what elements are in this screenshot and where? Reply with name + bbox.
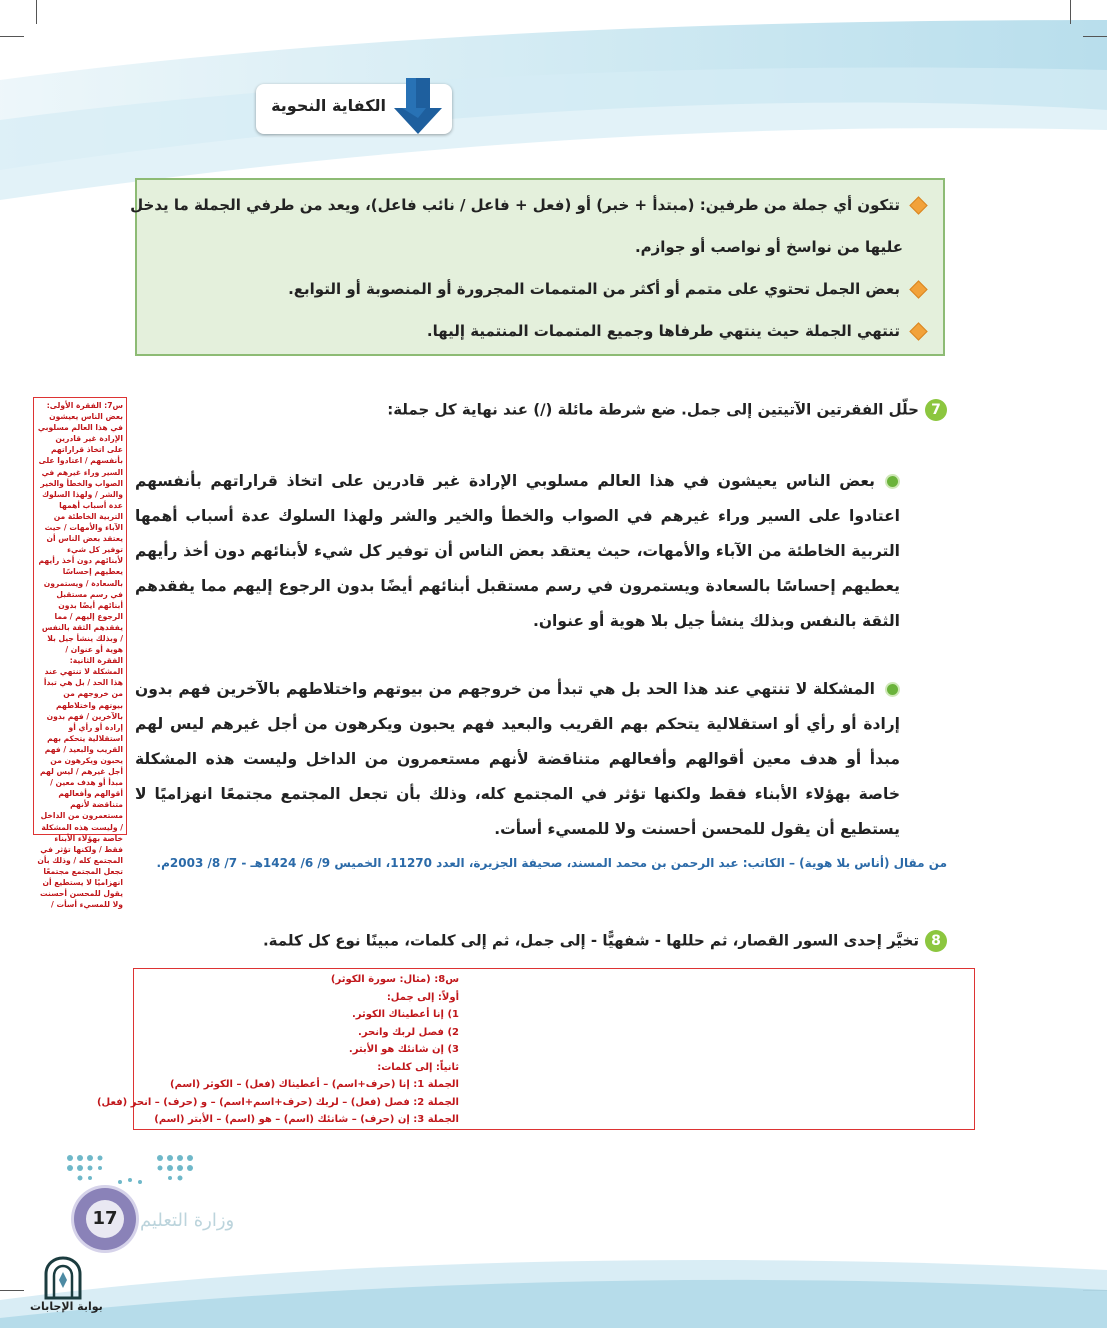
section-title-tab	[256, 84, 452, 134]
grammar-rules-box	[130, 178, 945, 356]
answer-line: 3) إن شانئك هو الأبتر.	[348, 1044, 459, 1055]
rule-item-continuation: عليها من نواسخ أو نواصب أو جوازم.	[634, 238, 903, 256]
answers-portal-logo-icon	[40, 1256, 86, 1300]
answer-text: بعض الناس يعيشون في هذا العالم مسلوبي الإرادة غير قادرين على اتخاذ قراراتهم بأنفسهم / اعتادوا على السير وراء غيرهم في الصواب والخطأ والخير والشر / ولهذا السلوك عدة أسباب أهمها التربية الخاطئة من الآباء والأمهات / حيث يعتقد بعض الناس أن توفير كل شيء لأبنائهم دون أخذ رأيهم يعطيهم إحساسًا بالسعادة / ويستمرون في رسم مستقبل أبنائهم أيضًا بدون الرجوع إليهم / مما يفقدهم الثقة بالنفس / وبذلك ينشأ جيل بلا هوية أو عنوان /	[37, 412, 123, 655]
question-7-prompt: 7حلّل الفقرتين الآتيتين إلى جمل. ضع شرطة مائلة (/) عند نهاية كل جملة:	[387, 399, 947, 421]
rule-item: تتكون أي جملة من طرفين: (مبتدأ + خبر) أو (فعل + فاعل / نائب فاعل)، ويعد من طرفي الجملة ما يدخل	[130, 196, 925, 214]
ministry-name: وزارة التعليم	[140, 1210, 235, 1231]
page-number: 17	[86, 1200, 124, 1238]
page-number-badge	[74, 1188, 136, 1250]
question-7-paragraph-2: المشكلة لا تنتهي عند هذا الحد بل هي تبدأ من خروجهم من بيوتهم واختلاطهم بالآخرين فهم بدون إرادة أو رأي أو استقلالية يتحكم بهم القريب والبعيد فهم يحبون ويكرهون من أجل غيرهم ليس لهم مبدأ أو هدف معين أقوالهم وأفعالهم متناقضة لأنهم مستعمرون من الداخل وليست هذه المشكلة خاصة بهؤلاء الأبناء فقط ولكنها تؤثر في المجتمع كله، وذلك بأن تجعل المجتمع مجتمعًا انهزاميًا لا يستطيع أن يقول للمحسن أحسنت ولا للمسيء أسأت.	[135, 680, 900, 838]
question-number-badge: 7	[925, 399, 947, 421]
article-source-citation: من مقال (أناس بلا هوية) – الكاتب: عبد الرحمن بن محمد المسند، صحيفة الجزيرة، العدد 11270، الخميس 9/ 6/ 1424هـ - 7/ 8/ 2003م.	[156, 856, 947, 870]
answer-line: الجملة 3: إن (حرف) – شانئك (اسم) – هو (اسم) – الأبتر (اسم)	[154, 1114, 459, 1125]
answer-line: ثانياً: إلى كلمات:	[377, 1061, 459, 1073]
answer-heading: الفقرة الثانية:	[69, 656, 123, 666]
question-7-paragraph-1: بعض الناس يعيشون في هذا العالم مسلوبي الإرادة غير قادرين على اتخاذ قراراتهم بأنفسهم اعتادوا على السير وراء غيرهم في الصواب والخطأ والخير والشر ولهذا السلوك عدة أسباب أهمها التربية الخاطئة من الآباء والأمهات، حيث يعتقد بعض الناس أن توفير كل شيء لأبنائهم دون أخذ رأيهم يعطيهم إحساسًا بالسعادة ويستمرون في رسم مستقبل أبنائهم أيضًا بدون الرجوع إليهم مما يفقدهم الثقة بالنفس وبذلك ينشأ جيل بلا هوية أو عنوان.	[135, 472, 900, 630]
answer-line: 2) فصل لربك وانحر.	[358, 1026, 459, 1038]
answers-portal-label: بوابة الإجابات	[30, 1300, 103, 1313]
diamond-bullet-icon	[909, 322, 927, 340]
question-8-prompt: 8تخيَّر إحدى السور القصار، ثم حللها - شفهيًّا - إلى جمل، ثم إلى كلمات، مبينًا نوع كل كلمة.	[263, 930, 947, 952]
crop-mark	[1083, 36, 1107, 37]
rule-item: بعض الجمل تحتوي على متمم أو أكثر من المتممات المجرورة أو المنصوبة أو التوابع.	[288, 280, 925, 298]
crop-mark	[36, 0, 37, 24]
answer-heading: س7: الفقرة الأولى:	[46, 401, 123, 410]
diamond-bullet-icon	[909, 196, 927, 214]
question-7-answer-box	[33, 397, 127, 910]
question-8-answer-box	[96, 968, 975, 1130]
green-bullet-icon	[885, 474, 900, 489]
footer-wave-decoration	[0, 1240, 1107, 1328]
ministry-logo-dots	[60, 1150, 200, 1196]
answer-line: الجملة 2: فصل (فعل) – لربك (حرف+اسم+اسم) – و (حرف) – انحر (فعل)	[96, 1096, 459, 1108]
header-wave-decoration	[0, 0, 1107, 200]
crop-mark	[1070, 0, 1071, 24]
answer-line: 1) إنا أعطيناك الكوثر.	[351, 1009, 459, 1020]
answer-text: المشكلة لا تنتهي عند هذا الحد / بل هي تبدأ من خروجهم من بيوتهم واختلاطهم بالآخرين / فهم بدون إرادة أو رأي أو استقلالية يتحكم بهم القريب والبعيد / فهم يحبون ويكرهون من أجل غيرهم / ليس لهم مبدأ أو هدف معين / أقوالهم وأفعالهم متناقضة لأنهم مستعمرون من الداخل / وليست هذه المشكلة خاصة بهؤلاء الأبناء فقط / ولكنها تؤثر في المجتمع كله / وذلك بأن تجعل المجتمع مجتمعًا انهزاميًا لا يستطيع أن يقول للمحسن أحسنت ولا للمسيء أسأت /	[37, 667, 123, 910]
rule-item: تنتهي الجملة حيث ينتهي طرفاها وجميع المتممات المنتمية إليها.	[427, 322, 925, 340]
question-number-badge: 8	[925, 930, 947, 952]
down-arrow-icon	[392, 78, 444, 136]
section-title: الكفاية النحوية	[271, 96, 386, 115]
answer-line: الجملة 1: إنا (حرف+اسم) – أعطيناك (فعل) – الكوثر (اسم)	[170, 1079, 459, 1090]
answer-lines	[97, 971, 459, 1129]
green-bullet-icon	[885, 682, 900, 697]
crop-mark	[0, 36, 24, 37]
diamond-bullet-icon	[909, 280, 927, 298]
answer-line: س8: (مثال: سورة الكوثر)	[330, 974, 459, 985]
answer-line: أولاً: إلى جمل:	[386, 991, 459, 1003]
